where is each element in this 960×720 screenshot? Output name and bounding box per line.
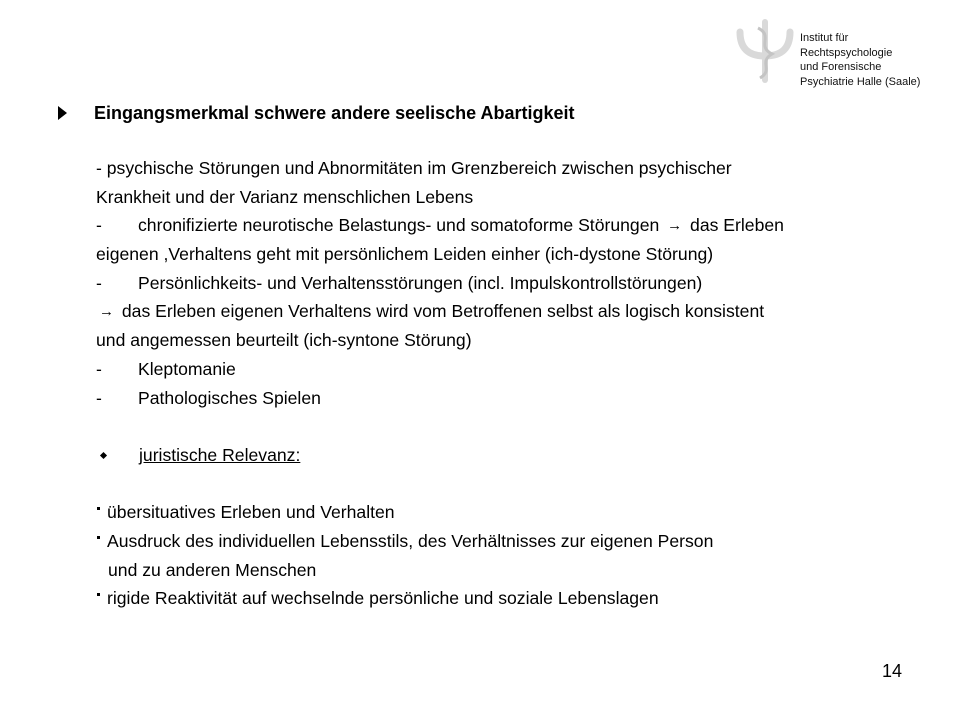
text-segment: das Erleben eigenen Verhaltens wird vom Betroffenen selbst als logisch konsistent xyxy=(121,301,765,322)
text-line xyxy=(96,297,926,326)
bullet-line xyxy=(96,527,926,556)
slide-heading xyxy=(58,101,575,125)
psi-icon xyxy=(734,18,796,84)
institute-name xyxy=(800,31,950,89)
text-line xyxy=(96,355,926,384)
text-line xyxy=(96,269,926,298)
relevance-label: juristische Relevanz: xyxy=(139,444,301,465)
text-segment: Persönlichkeits- und Verhaltensstörungen (incl. Impulskontrollstörungen) xyxy=(138,272,703,293)
text-line: - psychische Störungen und Abnormitäten im Grenzbereich zwischen psychischer xyxy=(96,158,732,178)
text-segment: chronifizierte neurotische Belastungs- und somatoforme Störungen xyxy=(138,215,660,236)
relevance-line xyxy=(96,441,926,470)
text-line: und angemessen beurteilt (ich-syntone Störung) xyxy=(96,330,472,351)
square-bullet-icon xyxy=(97,507,100,510)
heading-text: Eingangsmerkmal schwere andere seelische Abartigkeit xyxy=(94,102,575,123)
text-segment: das Erleben xyxy=(690,215,784,236)
slide-body xyxy=(96,154,926,613)
diamond-bullet-icon xyxy=(100,452,107,459)
bullet-text: Ausdruck des individuellen Lebensstils, des Verhältnisses zur eigenen Person xyxy=(107,530,714,551)
text-line: eigenen ,Verhaltens geht mit persönlichem Leiden einher (ich-dystone Störung) xyxy=(96,244,714,265)
dash-marker: - xyxy=(96,387,102,408)
spacer xyxy=(96,412,926,441)
dash-marker: - xyxy=(96,272,102,293)
page-number: 14 xyxy=(882,661,903,681)
text-segment: Kleptomanie xyxy=(138,358,236,379)
text-segment: Pathologisches Spielen xyxy=(138,387,321,408)
bullet-text: übersituatives Erleben und Verhalten xyxy=(107,502,395,523)
institute-line: und Forensische xyxy=(800,61,882,73)
institute-line: Institut für xyxy=(800,32,849,44)
text-line: Krankheit und der Varianz menschlichen Lebens xyxy=(96,186,474,207)
institute-line: Rechtspsychologie xyxy=(800,46,893,59)
dash-marker: - xyxy=(96,358,102,379)
triangle-right-icon xyxy=(58,106,67,120)
square-bullet-icon xyxy=(97,593,100,596)
institute-line: Psychiatrie Halle (Saale) xyxy=(800,75,921,88)
spacer xyxy=(96,470,926,499)
text-line xyxy=(96,211,926,240)
bullet-continuation: und zu anderen Menschen xyxy=(108,559,317,580)
dash-marker: - xyxy=(96,215,102,236)
bullet-line xyxy=(96,498,926,527)
bullet-text: rigide Reaktivität auf wechselnde persönliche und soziale Lebenslagen xyxy=(107,588,659,609)
text-line xyxy=(96,384,926,413)
arrow-right-icon: → xyxy=(99,303,114,321)
square-bullet-icon xyxy=(97,536,100,539)
arrow-right-icon: → xyxy=(667,217,683,235)
bullet-line xyxy=(96,584,926,613)
